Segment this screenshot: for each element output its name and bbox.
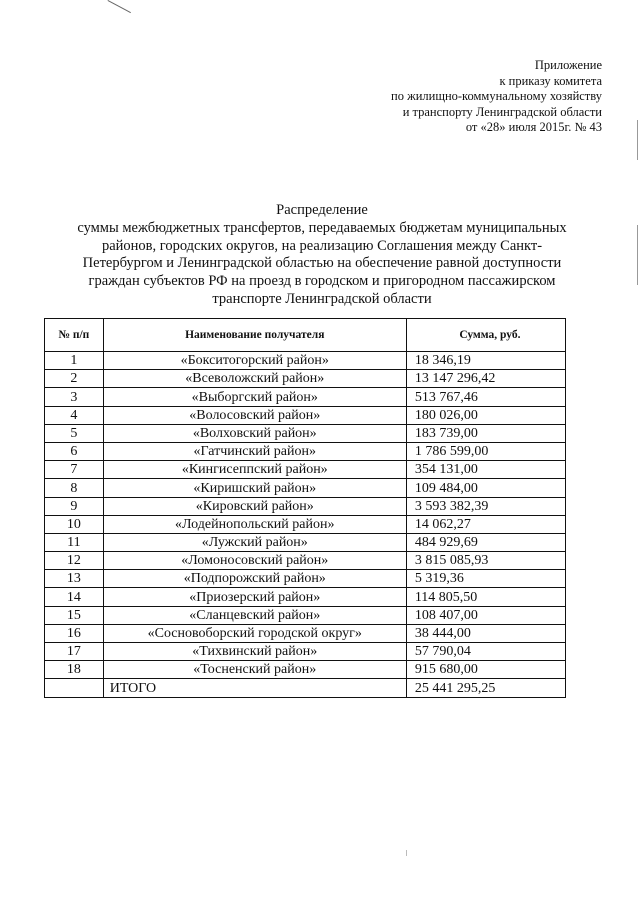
table-row xyxy=(45,406,566,424)
appendix-line: по жилищно-коммунальному хозяйству xyxy=(391,89,602,104)
row-sum: 57 790,04 xyxy=(406,643,565,661)
row-number: 16 xyxy=(45,624,104,642)
recipient-name: «Всеволожский район» xyxy=(103,370,406,388)
table-row xyxy=(45,533,566,551)
recipient-name: «Киришский район» xyxy=(103,479,406,497)
recipient-name: «Сланцевский район» xyxy=(103,606,406,624)
row-number: 3 xyxy=(45,388,104,406)
row-number: 18 xyxy=(45,661,104,679)
row-number: 7 xyxy=(45,461,104,479)
scan-edge-artifact xyxy=(637,120,638,160)
document-title xyxy=(58,202,586,309)
title-line: районов, городских округов, на реализацию Соглашения между Санкт- xyxy=(101,237,543,254)
row-number: 9 xyxy=(45,497,104,515)
recipient-name: «Бокситогорский район» xyxy=(103,352,406,370)
row-sum: 109 484,00 xyxy=(406,479,565,497)
recipient-name: «Волховский район» xyxy=(103,424,406,442)
total-sum: 25 441 295,25 xyxy=(406,679,565,697)
total-label: ИТОГО xyxy=(103,679,406,697)
row-number: 4 xyxy=(45,406,104,424)
title-line: суммы межбюджетных трансфертов, передаваемых бюджетам муниципальных xyxy=(77,219,567,236)
row-number: 17 xyxy=(45,643,104,661)
scan-artifact xyxy=(101,0,131,25)
recipient-name: «Подпорожский район» xyxy=(103,570,406,588)
row-sum: 108 407,00 xyxy=(406,606,565,624)
row-sum: 354 131,00 xyxy=(406,461,565,479)
scan-artifact xyxy=(406,850,407,856)
total-number-cell xyxy=(45,679,104,697)
table-row xyxy=(45,515,566,533)
row-number: 8 xyxy=(45,479,104,497)
scan-edge-artifact xyxy=(637,225,638,285)
row-sum: 180 026,00 xyxy=(406,406,565,424)
title-line: транспорте Ленинградской области xyxy=(212,290,432,307)
recipient-name: «Тосненский район» xyxy=(103,661,406,679)
table-header-row xyxy=(45,319,566,352)
appendix-line: Приложение xyxy=(534,58,602,72)
table-row xyxy=(45,552,566,570)
appendix-line: и транспорту Ленинградской области xyxy=(402,104,602,119)
header-sum: Сумма, руб. xyxy=(406,319,565,352)
row-number: 14 xyxy=(45,588,104,606)
row-number: 5 xyxy=(45,424,104,442)
row-sum: 183 739,00 xyxy=(406,424,565,442)
appendix-line: к приказу комитета xyxy=(499,73,602,88)
recipient-name: «Лужский район» xyxy=(103,533,406,551)
recipient-name: «Кировский район» xyxy=(103,497,406,515)
row-number: 15 xyxy=(45,606,104,624)
recipient-name: «Кингисеппский район» xyxy=(103,461,406,479)
recipient-name: «Ломоносовский район» xyxy=(103,552,406,570)
table-body xyxy=(45,352,566,698)
recipient-name: «Тихвинский район» xyxy=(103,643,406,661)
table-row xyxy=(45,624,566,642)
row-sum: 915 680,00 xyxy=(406,661,565,679)
distribution-table xyxy=(44,318,566,698)
appendix-block xyxy=(272,58,602,136)
table-row xyxy=(45,424,566,442)
row-sum: 18 346,19 xyxy=(406,352,565,370)
row-sum: 13 147 296,42 xyxy=(406,370,565,388)
row-number: 12 xyxy=(45,552,104,570)
table-row xyxy=(45,588,566,606)
row-number: 6 xyxy=(45,442,104,460)
recipient-name: «Лодейнопольский район» xyxy=(103,515,406,533)
recipient-name: «Гатчинский район» xyxy=(103,442,406,460)
table-row xyxy=(45,661,566,679)
row-number: 11 xyxy=(45,533,104,551)
header-recipient: Наименование получателя xyxy=(103,319,406,352)
table-row xyxy=(45,570,566,588)
table-row xyxy=(45,461,566,479)
row-sum: 484 929,69 xyxy=(406,533,565,551)
total-row xyxy=(45,679,566,697)
table-row xyxy=(45,352,566,370)
table-row xyxy=(45,606,566,624)
row-sum: 114 805,50 xyxy=(406,588,565,606)
header-number: № п/п xyxy=(45,319,104,352)
row-number: 2 xyxy=(45,370,104,388)
row-sum: 5 319,36 xyxy=(406,570,565,588)
appendix-line: от «28» июля 2015г. № 43 xyxy=(465,120,602,135)
table-row xyxy=(45,442,566,460)
title-heading: Распределение xyxy=(276,202,368,218)
recipient-name: «Сосновоборский городской округ» xyxy=(103,624,406,642)
row-number: 10 xyxy=(45,515,104,533)
table-row xyxy=(45,643,566,661)
table-row xyxy=(45,388,566,406)
row-sum: 38 444,00 xyxy=(406,624,565,642)
row-sum: 14 062,27 xyxy=(406,515,565,533)
recipient-name: «Приозерский район» xyxy=(103,588,406,606)
row-sum: 513 767,46 xyxy=(406,388,565,406)
row-sum: 3 593 382,39 xyxy=(406,497,565,515)
table-row xyxy=(45,370,566,388)
title-line: Петербургом и Ленинградской областью на обеспечение равной доступности xyxy=(82,255,562,272)
title-line: граждан субъектов РФ на проезд в городском и пригородном пассажирском xyxy=(88,273,556,290)
recipient-name: «Выборгский район» xyxy=(103,388,406,406)
row-sum: 1 786 599,00 xyxy=(406,442,565,460)
row-number: 13 xyxy=(45,570,104,588)
table-row xyxy=(45,497,566,515)
table-row xyxy=(45,479,566,497)
row-number: 1 xyxy=(45,352,104,370)
recipient-name: «Волосовский район» xyxy=(103,406,406,424)
row-sum: 3 815 085,93 xyxy=(406,552,565,570)
